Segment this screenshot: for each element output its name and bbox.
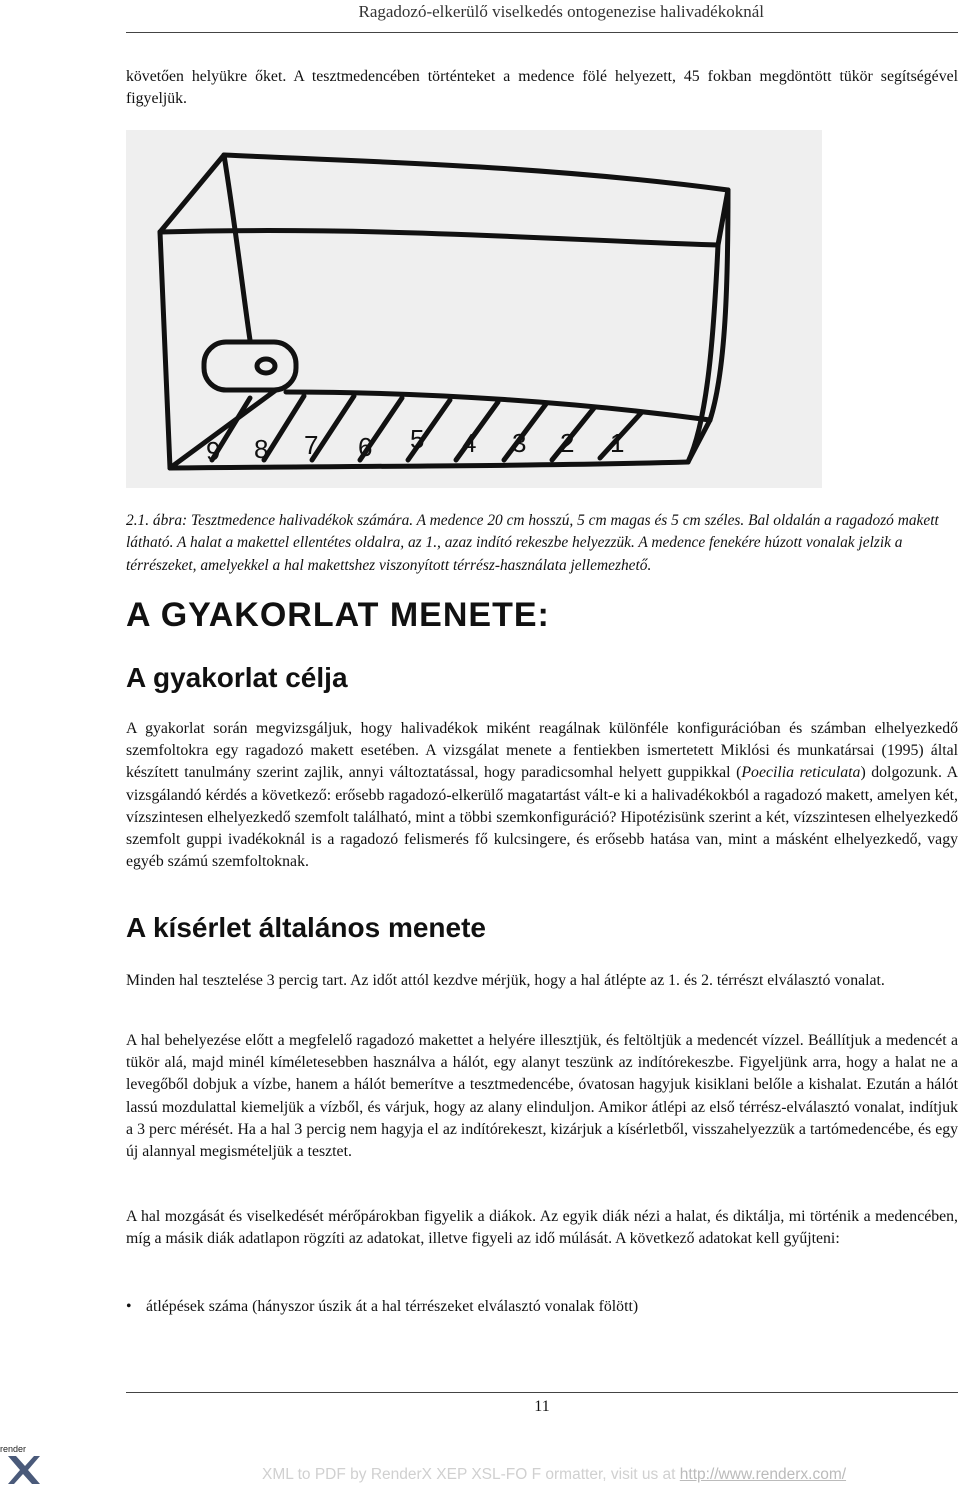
footer-notice [262,1466,846,1484]
footer-link[interactable]: http://www.renderx.com/ [679,1466,847,1483]
zone-label: 5 [410,424,425,454]
procedure-paragraph-2: A hal behelyezése előtt a megfelelő ragadozó makettet a helyére illesztjük, és feltöltjük a medencét vízzel. Beállítjuk a medencét a tükör alá, majd minél kíméletesebben használva a hálót, egy alanyt teszünk az indítórekeszbe. Figyeljünk arra, hogy a halat ne a levegőből dobjuk a vízbe, hanem a hálót bemerítve a tesztmedencébe, óvatosan hagyjuk kisiklani belőle a kishalat. Ezután a hálót lassú mozdulattal kiemeljük a vízből, és várjuk, hogy az alany elinduljon. Amikor átlépi az első térrész-elválasztó vonalat, indítjuk a 3 perc mérését. Ha a hal 3 percig nem hagyja el az indítórekeszt, kizárjuk a kísérletből, visszahelyezzük a tartómedencébe, és egy új alannyal megismételjük a tesztet. [126,1032,958,1161]
zone-label: 4 [462,428,477,458]
zone-label: 1 [610,428,625,458]
aim-text-part2: ) dolgozunk. A vizsgálandó kérdés a következő: erősebb ragadozó-elkerülő magatartást vált-e ki a halivadékokból a ragadozó makett, amelyen két, vízszintesen elhelyezkedő szemfolt található, mint a többi szemkonfiguráció? Hipotézisünk szerint a két, vízszintesen elhelyezkedő szemfolt guppi ivadékoknál is a ragadozó felismerés fő kulcsingere, és erősebb hatása van, mint a másként elhelyezkedő, vagy egyéb számú szemfoltoknak. [126,764,959,871]
logo-text: render [0,1444,27,1454]
intro-paragraph: követően helyükre őket. A tesztmedencében történteket a medence fölé helyezett, 45 fokban megdöntött tükör segítségével figyeljük. [126,68,958,108]
procedure-paragraph-3: A hal mozgását és viselkedését mérőpárokban figyelik a diákok. Az egyik diák nézi a halat, és diktálja, mi történik a medencében, míg a másik diák adatlapon rögzíti az adatokat, illetve figyeli az idő múlását. A következő adatokat kell gyűjteni: [126,1208,958,1248]
subsection-title-aim: A gyakorlat célja [126,662,348,693]
subsection-title-procedure: A kísérlet általános menete [126,912,487,943]
test-tank-figure [126,130,822,488]
zone-label: 3 [512,428,527,458]
procedure-paragraph-1: Minden hal tesztelése 3 percig tart. Az időt attól kezdve mérjük, hogy a hal átlépte az 1. és 2. térrészt elválasztó vonalat. [126,972,885,989]
species-name: Poecilia reticulata [741,764,861,782]
zone-label: 2 [560,428,575,458]
bullet-icon: • [126,1298,132,1315]
zone-label: 9 [206,436,221,466]
header-rule [126,32,958,33]
aim-paragraph [126,718,958,873]
tank-drawing [126,130,822,488]
figure-caption: 2.1. ábra: Tesztmedence halivadékok számára. A medence 20 cm hosszú, 5 cm magas és 5 cm széles. Bal oldalán a ragadozó makett látható. A halat a makettel ellentétes oldalra, az 1., azaz indító rekeszbe helyezzük. A medence fenekére húzott vonalak jelzik a térrészeket, amelyekkel a hal makettshez viszonyított térrész-használata jellemezhető. [126,512,939,574]
footer-text: XML to PDF by RenderX XEP XSL-FO F ormatter, visit us at [262,1466,680,1483]
list-item [126,1296,638,1318]
aim-text-part1: A gyakorlat során megvizsgáljuk, hogy halivadékok miként reagálnak különféle konfigurációban és számban elhelyezkedő szemfoltokra egy ragadozó makett esetében. A vizsgálat menete a fentiekben ismertetett Miklósi és munkatársai (1995) által készített tanulmány szerint zajlik, annyi változtatással, hogy paradicsomhal helyett guppikkal ( [126,720,958,782]
zone-label: 8 [254,434,269,464]
zone-label: 6 [358,432,373,462]
list-item-text: átlépések száma (hányszor úszik át a hal térrészeket elválasztó vonalak fölött) [146,1298,639,1315]
renderx-logo-icon [0,1428,44,1486]
section-title: A GYAKORLAT MENETE: [126,596,550,634]
zone-label: 7 [304,430,319,460]
page-number: 11 [534,1398,550,1415]
footer-rule [126,1392,958,1393]
running-header: Ragadozó-elkerülő viselkedés ontogenezise halivadékoknál [358,2,764,21]
